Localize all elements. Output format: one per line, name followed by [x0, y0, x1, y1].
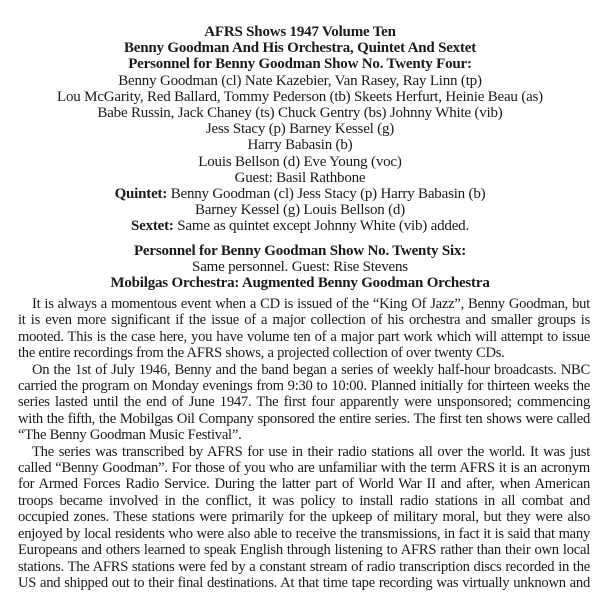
album-subtitle: Benny Goodman And His Orchestra, Quintet And Sextet [123, 40, 477, 57]
body-line: enjoyed by local residents who were also able to receive the transmissions, in fact it is said that many [18, 525, 590, 542]
personnel-24-heading: Personnel for Benny Goodman Show No. Twenty Four: [128, 56, 472, 73]
body-line: troops became involved in the conflict, it was policy to install radio stations in all combat and [18, 492, 590, 509]
personnel-header [0, 24, 600, 291]
personnel-line: Lou McGarity, Red Ballard, Tommy Pederson (tb) Skeets Herfurt, Heinie Beau (as) [57, 88, 543, 105]
body-line: The series was transcribed by AFRS for use in their radio stations all over the world. It was just [32, 443, 590, 460]
body-line: US and shipped out to their final destinations. At that time tape recording was virtually unknown and [18, 574, 590, 591]
body-line: “The Benny Goodman Music Festival”. [18, 427, 242, 444]
quintet-line-2: Barney Kessel (g) Louis Bellson (d) [194, 202, 406, 219]
quintet-line [0, 186, 600, 202]
body-line: called “Benny Goodman”. For those of you who are unfamiliar with the term AFRS it is an acronym [18, 460, 590, 477]
body-line: it is even more significant if the issue of a major collection of his orchestra and smaller groups is [18, 312, 590, 329]
body-line: occupied zones. These stations were primarily for the upkeep of military moral, but they were also [18, 509, 590, 526]
body-line: Europeans and others learned to speak English through listening to AFRS rather than their own local [18, 542, 590, 559]
liner-notes-body [18, 296, 590, 591]
body-line: series lasted until the end of June 1947. The first four apparently were unsponsored; commencing [18, 394, 590, 411]
body-line: carried the program on Monday evenings from 9:30 to 10:00. Planned initially for thirteen weeks the [18, 378, 590, 395]
body-line: stations. The AFRS stations were fed by a constant stream of radio transcription discs recorded in the [18, 558, 590, 575]
mobilgas-line: Mobilgas Orchestra: Augmented Benny Goodman Orchestra [110, 275, 490, 292]
body-line: It is always a momentous event when a CD is issued of the “King Of Jazz”, Benny Goodman, but [32, 296, 590, 312]
personnel-26-text: Same personnel. Guest: Rise Stevens [192, 258, 408, 275]
personnel-line: Louis Bellson (d) Eve Young (voc) [198, 153, 402, 170]
body-line: mooted. This is the case here, you have volume ten of a major part work which will attempt to issue [18, 328, 590, 345]
sextet-line [0, 218, 600, 234]
sextet-label: Sextet: [130, 218, 174, 235]
body-line: for Armed Forces Radio Service. During the latter part of World War II and after, when American [18, 476, 590, 493]
sextet-text: Same as quintet except Johnny White (vib) added. [173, 218, 469, 235]
personnel-line: Babe Russin, Jack Chaney (ts) Chuck Gentry (bs) Johnny White (vib) [97, 105, 503, 122]
album-title: AFRS Shows 1947 Volume Ten [204, 24, 396, 40]
body-line: the entire recordings from the AFRS shows, a projected collection of over twenty CDs. [18, 345, 505, 362]
personnel-line: Harry Babasin (b) [247, 137, 353, 154]
quintet-label: Quintet: [114, 186, 168, 203]
quintet-text: Benny Goodman (cl) Jess Stacy (p) Harry Babasin (b) [167, 186, 486, 203]
body-line: On the 1st of July 1946, Benny and the band began a series of weekly half-hour broadcasts. NBC [32, 361, 590, 378]
personnel-line: Benny Goodman (cl) Nate Kazebier, Van Rasey, Ray Linn (tp) [118, 72, 482, 89]
guest-line: Guest: Basil Rathbone [234, 169, 366, 186]
personnel-line: Jess Stacy (p) Barney Kessel (g) [205, 121, 395, 138]
section-gap [0, 235, 600, 243]
body-line: with the fifth, the Mobilgas Oil Company sponsored the entire series. The first ten shows were called [18, 410, 590, 427]
personnel-26-heading: Personnel for Benny Goodman Show No. Twenty Six: [133, 242, 467, 259]
